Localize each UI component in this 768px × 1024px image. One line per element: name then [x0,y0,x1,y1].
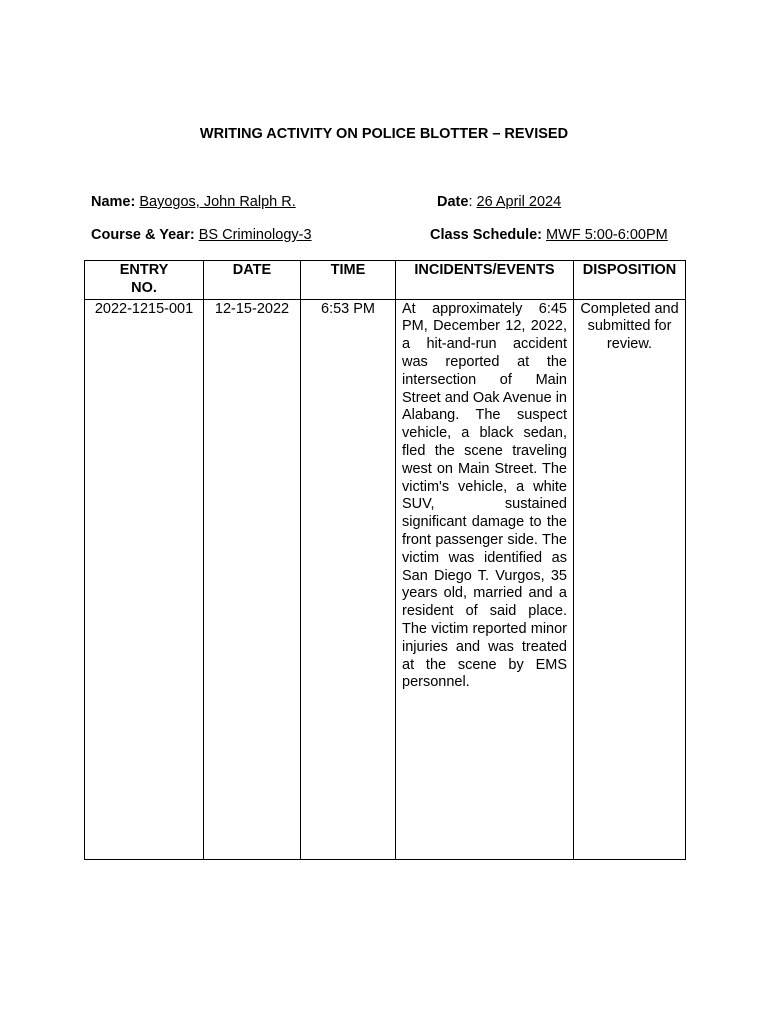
table-header-row [85,261,686,300]
date-cell: 12-15-2022 [204,299,301,859]
course-field [91,227,312,243]
header-date: DATE [204,261,301,300]
name-label: Name: [91,194,136,210]
header-time: TIME [301,261,396,300]
course-label: Course & Year: [91,227,195,243]
incident-cell: At approximately 6:45 PM, December 12, 2022, a hit-and-run accident was reported at the intersection of Main Street and Oak Avenue in Alabang. The suspect vehicle, a black sedan, fled the scene traveling west on Main Street. The victim's vehicle, a white SUV, sustained significant damage to the front passenger side. The victim was identified as San Diego T. Vurgos, 35 years old, married and a resident of said place. The victim reported minor injuries and was treated at the scene by EMS personnel. [396,299,574,859]
date-field: Date: 26 April 2024 [437,194,562,210]
schedule-field [430,227,668,243]
header-disposition: DISPOSITION [574,261,686,300]
time-cell: 6:53 PM [301,299,396,859]
schedule-label: Class Schedule: [430,227,543,243]
date-value: 26 April 2024 [476,194,562,210]
police-blotter-table [84,260,686,860]
document-title: WRITING ACTIVITY ON POLICE BLOTTER – REVISED [199,126,569,142]
entry-no-cell: 2022-1215-001 [85,299,204,859]
table-row [85,299,686,859]
header-incidents: INCIDENTS/EVENTS [396,261,574,300]
header-entry-no: ENTRY NO. [85,261,204,300]
name-value: Bayogos, John Ralph R. [139,194,296,210]
schedule-value: MWF 5:00-6:00PM [546,227,668,243]
course-value: BS Criminology-3 [198,227,312,243]
disposition-cell: Completed and submitted for review. [574,299,686,859]
name-field [91,194,296,210]
date-label: Date [437,194,469,210]
